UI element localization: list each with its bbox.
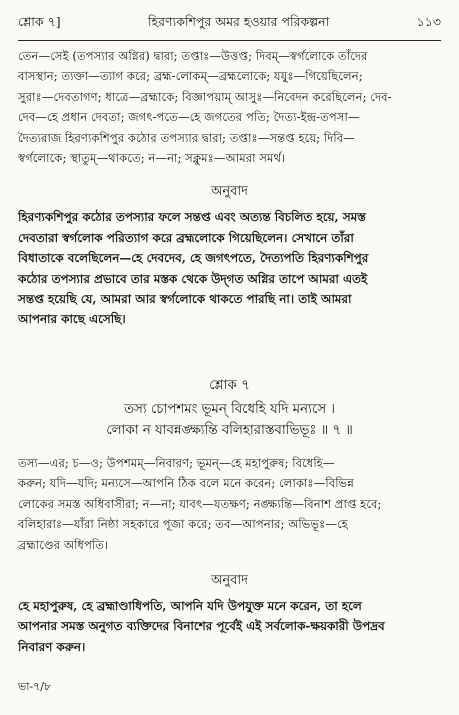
verse-line-2: লোকা ন যাবন্নঙ্ক্ষ্যন্তি বলিহারাস্তবাভিভূঃ ॥ ৭ ॥ xyxy=(106,422,353,438)
synonyms-line: তস্য—এর; চ—ও; উপশমম্—নিবারণ; ভূমন্—হে মহাপুরুষ; বিধেহি— xyxy=(18,455,335,470)
translation-line: কঠোর তপস্যার প্রভাবে তার মস্তক থেকে উদ্‌গত অগ্নির তাপে আমরা এতই xyxy=(18,271,368,286)
translation-line: হিরণ্যকশিপুর কঠোর তপস্যার ফলে সন্তপ্ত এবং অত্যন্ত বিচলিত হয়ে, সমস্ত xyxy=(18,210,366,225)
verse-line-1: তস্য চোপশমং ভূমন্ বিধেহি যদি মন্যসে । xyxy=(124,401,335,417)
translation-line: আপনার সমস্ত অনুগত ব্যক্তিদের বিনাশের পূর্বেই এই সর্বলোক-ক্ষয়কারী উপদ্রব xyxy=(18,619,385,634)
translation-line: নিবারণ করুন। xyxy=(18,639,86,654)
translation-line: হে মহাপুরুষ, হে ব্রহ্মাণ্ডাধিপতি, আপনি যদি উপযুক্ত মনে করেন, তা হলে xyxy=(18,598,362,613)
synonyms-line: বাসস্থান; ত্যক্তা—ত্যাগ করে; ব্রহ্ম-লোকম্—ব্রহ্মলোকে; যযুঃ—গিয়েছিলেন; xyxy=(18,69,363,84)
synonyms-line: দেব—হে প্রধান দেবতা; জগৎ-পতে—হে জগতের পতি; দৈত্য-ইন্দ্র-তপসা— xyxy=(18,110,360,125)
translation-line: বিধাতাকে বলেছিলেন—হে দেবদেব, হে জগৎপতে, দৈত্যপতি হিরণ্যকশিপুর xyxy=(18,251,369,266)
footer-signature: ভা-৭/৮ xyxy=(18,680,52,693)
verse-number: শ্লোক ৭ xyxy=(209,376,250,393)
synonyms-line: দৈত্যরাজ হিরণ্যকশিপুর কঠোর তপস্যার দ্বারা; তপ্তাঃ—সন্তপ্ত হয়ে; দিবি— xyxy=(18,130,355,145)
header-page-number: ১১৩ xyxy=(416,14,441,29)
synonyms-line: তেন—সেই (তপস্যার অগ্নির) দ্বারা; তপ্তাঃ—উত্তপ্ত; দিবম্—স্বর্গলোকে তাঁদের xyxy=(18,49,368,63)
translation-line: আপনার কাছে এসেছি। xyxy=(18,312,126,327)
synonyms-line: সুরাঃ—দেবতাগণ; ধাত্রে—ব্রহ্মাকে; বিজ্ঞাপয়াম্ আসুঃ—নিবেদন করেছিলেন; দেব- xyxy=(18,89,392,104)
translation-line: সন্তপ্ত হয়েছি যে, আমরা আর স্বর্গলোকে থাকতে পারছি না। তাই আমরা xyxy=(18,292,352,307)
translation-heading: অনুবাদ xyxy=(211,184,248,200)
running-header xyxy=(18,0,441,34)
header-rule xyxy=(18,40,441,41)
synonyms-line: বলিহারাঃ—যাঁরা নিষ্ঠা সহকারে পূজা করে; তব—আপনার; অভিভূঃ—হে xyxy=(18,517,348,532)
synonyms-line: ব্রহ্মাণ্ডের অধিপতি। xyxy=(18,537,109,552)
header-verse-ref: শ্লোক ৭] xyxy=(18,14,61,29)
synonyms-block-top xyxy=(18,46,441,168)
translation-block-1 xyxy=(18,207,441,329)
synonyms-line: লোকের সমস্ত অধিবাসীরা; ন—না; যাবৎ—যতক্ষণ; নঙ্ক্ষ্যন্তি—বিনাশ প্রাপ্ত হবে; xyxy=(18,496,382,511)
synonyms-block-bottom xyxy=(18,453,441,555)
translation-heading: অনুবাদ xyxy=(211,572,248,588)
header-title: হিরণ্যকশিপুর অমর হওয়ার পরিকল্পনা xyxy=(148,14,330,29)
synonyms-line: স্বর্গলোকে; স্থাতুম্—থাকতে; ন—না; সক্নুমঃ—আমরা সমর্থ। xyxy=(18,151,286,166)
translation-line: দেবতারা স্বর্গলোক পরিত্যাগ করে ব্রহ্মলোকে গিয়েছিলেন। সেখানে তাঁরা xyxy=(18,230,354,245)
synonyms-line: করুন; যদি—যদি; মন্যসে—আপনি ঠিক বলে মনে করেন; লোকাঃ—বিভিন্ন xyxy=(18,476,354,491)
translation-block-2 xyxy=(18,596,441,657)
